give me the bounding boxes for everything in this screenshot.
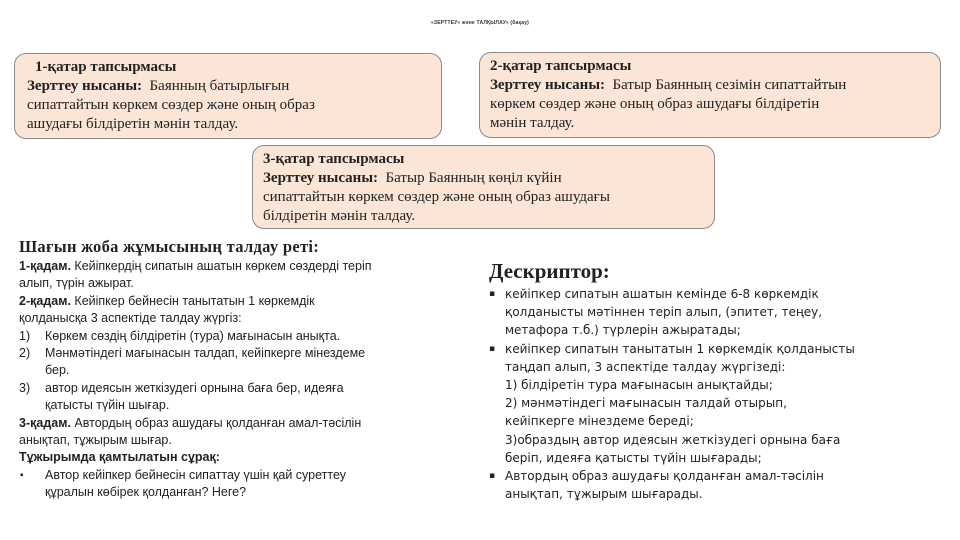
- step-label: 1-қадам.: [19, 259, 71, 273]
- task-text-line: көркем сөздер және оның образ ашудағы білдіретін: [490, 96, 820, 112]
- conclusion-heading: Тұжырымда қамтылатын сұрақ:: [19, 450, 220, 465]
- descriptor-text: қолданысты мәтіннен теріп алып, (эпитет, теңеу,: [505, 305, 823, 320]
- bullet-icon: ▪: [489, 343, 496, 354]
- task-text-line: ашудағы білдіретін мәнін талдау.: [27, 116, 239, 132]
- step-label: 2-қадам.: [19, 293, 71, 308]
- question-text: құралын көбірек қолданған? Неге?: [45, 485, 247, 500]
- list-item: [19, 345, 459, 380]
- task-title: 1-қатар тапсырмасы: [35, 59, 177, 75]
- list-number: 1): [19, 328, 31, 343]
- step-text: Кейіпкердің сипатын ашатын көркем сөздерді теріп: [70, 259, 372, 273]
- task-box-row-3: [252, 145, 715, 229]
- list-item-text: қатысты түйін шығар.: [45, 398, 170, 413]
- list-item: [489, 340, 919, 467]
- slide-header-title: «ЗЕРТТЕУ» және ТАЛҚЫЛАУ» (бақау): [430, 20, 530, 26]
- descriptor-text: кейіпкер сипатын танытатын 1 көркемдік қолданысты: [505, 341, 855, 356]
- descriptor-list: [489, 285, 919, 503]
- bullet-icon: ▪: [489, 471, 496, 482]
- list-item: [489, 285, 919, 340]
- task-title: 2-қатар тапсырмасы: [490, 58, 632, 74]
- descriptor-heading: Дескриптор:: [489, 259, 610, 283]
- list-item-text: Мәнмәтіндегі мағынасын талдап, кейіпкерге мінездеме: [45, 346, 366, 361]
- step-text: алып, түрін ажырат.: [19, 276, 134, 291]
- step-text: Автордың образ ашудағы қолданған амал-тәсілін: [70, 415, 362, 430]
- task-text-line: білдіретін мәнін талдау.: [263, 208, 416, 224]
- task-box-row-2: [479, 52, 941, 138]
- research-object-label: Зерттеу нысаны:: [27, 78, 143, 94]
- task-text-line: сипаттайтын көркем сөздер және оның образ ашудағы: [263, 189, 610, 205]
- task-text-line: сипаттайтын көркем сөздер және оның образ: [27, 97, 315, 113]
- research-object-label: Зерттеу нысаны:: [490, 77, 606, 93]
- task-text-line: Батыр Баянның көңіл күйін: [385, 170, 562, 186]
- analysis-heading: Шағын жоба жұмысының талдау реті:: [19, 237, 320, 256]
- question-list: [19, 467, 459, 502]
- descriptor-text: 2) мәнмәтіндегі мағынасын талдай отырып,: [505, 396, 787, 411]
- list-number: 2): [19, 346, 31, 361]
- descriptor-text: кейіпкер сипатын ашатын кемінде 6-8 көркемдік: [505, 287, 819, 301]
- research-object-label: Зерттеу нысаны:: [263, 170, 379, 186]
- list-item-text: автор идеясын жеткізудегі орнына баға бер, идеяға: [45, 380, 344, 395]
- descriptor-text: метафора т.б.) түрлерін ажыратады;: [505, 323, 741, 338]
- task-box-row-1: [14, 53, 442, 139]
- task-text-line: мәнін талдау.: [490, 115, 575, 131]
- aspect-list: [19, 328, 459, 415]
- descriptor-text: кейіпкерге мінездеме береді;: [505, 414, 694, 429]
- question-text: Автор кейіпкер бейнесін сипаттау үшін қай суреттеу: [45, 467, 347, 482]
- step-text: анықтап, тұжырым шығар.: [19, 433, 172, 448]
- bullet-icon: ▪: [20, 469, 24, 481]
- step-text: қолданысқа 3 аспектіде талдау жүргіз:: [19, 311, 242, 326]
- task-text-line: Баянның батырлығын: [149, 78, 290, 94]
- list-number: 3): [19, 380, 31, 395]
- list-item: [19, 328, 459, 345]
- bullet-icon: ▪: [489, 289, 496, 299]
- analysis-procedure: [19, 236, 459, 502]
- list-item: [19, 467, 459, 502]
- descriptor-text: 1) білдіретін тура мағынасын анықтайды;: [505, 378, 773, 393]
- task-text-line: Батыр Баянның сезімін сипаттайтын: [612, 77, 847, 93]
- descriptor-text: 3)образдың автор идеясын жеткізудегі орнына баға: [505, 432, 841, 447]
- step-text: Кейіпкер бейнесін танытатын 1 көркемдік: [70, 293, 315, 308]
- list-item-text: бер.: [45, 363, 70, 378]
- task-title: 3-қатар тапсырмасы: [263, 151, 405, 167]
- list-item-text: Көркем сөздің білдіретін (тура) мағынасын анықта.: [45, 328, 341, 343]
- list-item: [489, 467, 919, 503]
- step-label: 3-қадам.: [19, 415, 71, 430]
- descriptor-text: таңдап алып, 3 аспектіде талдау жүргізеді:: [505, 359, 786, 374]
- list-item: [19, 380, 459, 415]
- descriptor-text: Автордың образ ашудағы қолданған амал-тәсілін: [505, 469, 824, 484]
- descriptor-text: анықтап, тұжырым шығарады.: [505, 487, 703, 502]
- descriptor-section: [489, 257, 919, 503]
- descriptor-text: беріп, идеяға қатысты түйін шығарады;: [505, 450, 762, 465]
